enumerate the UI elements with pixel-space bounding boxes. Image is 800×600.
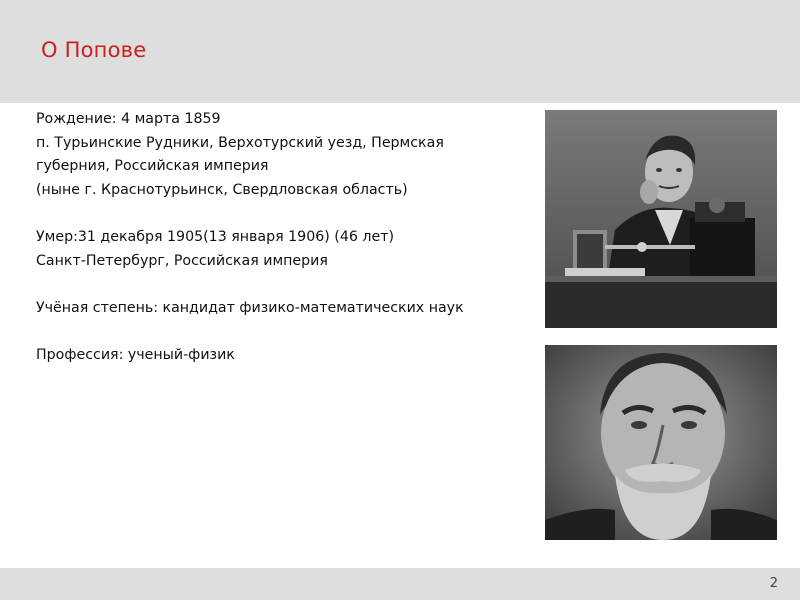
- spacer: [36, 202, 516, 226]
- page-number: 2: [769, 576, 778, 591]
- spacer: [36, 320, 516, 344]
- profession-line: Профессия: ученый-физик: [36, 346, 235, 363]
- footer-bar: [0, 568, 800, 600]
- portrait-illustration: [545, 345, 777, 540]
- biography-text: [36, 108, 516, 368]
- spacer: [36, 273, 516, 297]
- radio-apparatus-illustration: [545, 110, 777, 328]
- portrait-photo: [545, 345, 777, 540]
- slide-title: О Попове: [41, 38, 147, 62]
- birth-place-line-2: губерния, Российская империя: [36, 158, 269, 175]
- degree-line: Учёная степень: кандидат физико-математических наук: [36, 299, 464, 316]
- death-place-line: Санкт-Петербург, Российская империя: [36, 252, 328, 269]
- radio-apparatus-photo: [545, 110, 777, 328]
- header-bar: [0, 0, 800, 103]
- birth-place-line-3: (ныне г. Краснотурьинск, Свердловская область): [36, 181, 408, 198]
- birth-place-line-1: п. Турьинские Рудники, Верхотурский уезд, Пермская: [36, 134, 444, 151]
- birth-line: Рождение: 4 марта 1859: [36, 111, 221, 127]
- death-line: Умер:31 декабря 1905(13 января 1906) (46 лет): [36, 228, 394, 245]
